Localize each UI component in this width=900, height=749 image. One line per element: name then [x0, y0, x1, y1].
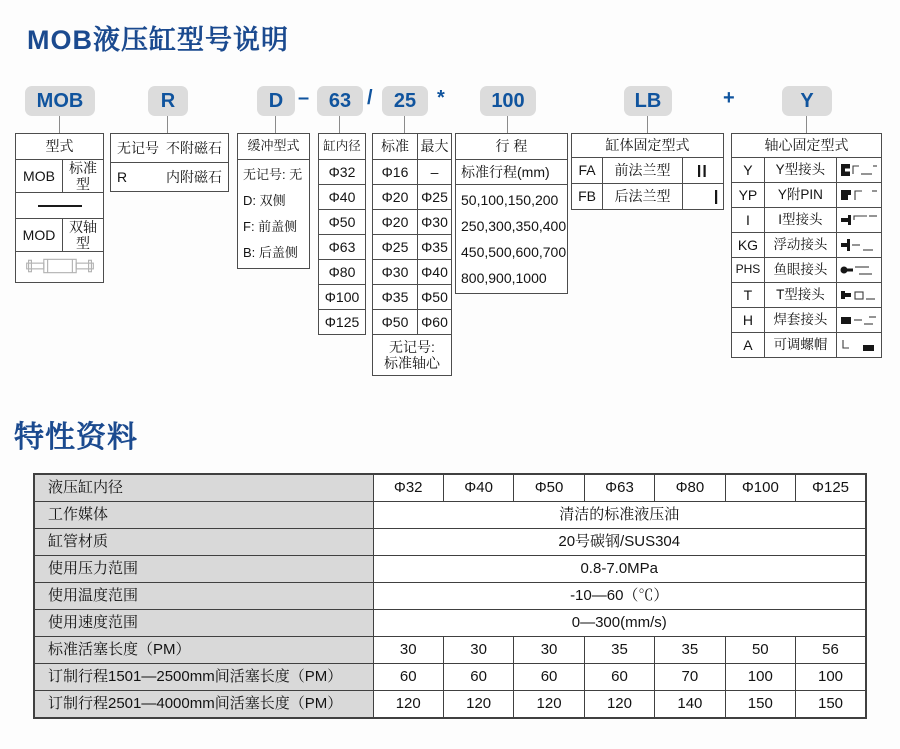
code-box-63: 63	[317, 86, 363, 116]
rod-mount-code: H	[732, 308, 765, 333]
feature-value: 60	[514, 664, 584, 691]
rod-std: Φ50	[373, 310, 418, 335]
stroke-line: 50,100,150,200	[461, 192, 559, 208]
rod-header-max: 最大	[418, 134, 452, 160]
feature-label: 使用压力范围	[34, 556, 373, 583]
bore-value: Φ40	[319, 185, 366, 210]
type-label-standard: 标准型	[63, 160, 104, 193]
rod-mount-code: T	[732, 283, 765, 308]
rod-std: Φ35	[373, 285, 418, 310]
feature-span-value: -10—60（℃）	[373, 583, 866, 610]
bore-table-header: 缸内径	[319, 134, 366, 160]
feature-label: 液压缸内径	[34, 474, 373, 502]
feature-label: 使用温度范围	[34, 583, 373, 610]
rod-mount-label: T型接头	[764, 283, 836, 308]
feature-label: 标准活塞长度（PM）	[34, 637, 373, 664]
feature-value: 150	[725, 691, 795, 719]
rod-mount-code: YP	[732, 183, 765, 208]
table-row	[34, 691, 866, 719]
rod-max: –	[418, 160, 452, 185]
rod-mount-icon-cell	[837, 333, 882, 358]
rod-std: Φ30	[373, 260, 418, 285]
feature-value: Φ100	[725, 474, 795, 502]
rod-mount-label: 可调螺帽	[764, 333, 836, 358]
magnet-row-none	[111, 134, 229, 163]
table-row	[34, 583, 866, 610]
feature-value: 60	[584, 664, 654, 691]
double-rod-cylinder-icon	[20, 253, 100, 279]
cushion-table-header: 缓冲型式	[238, 134, 310, 160]
feature-value: 30	[514, 637, 584, 664]
table-row	[34, 502, 866, 529]
feature-value: 30	[443, 637, 513, 664]
rod-max: Φ50	[418, 285, 452, 310]
rod-header-standard: 标准	[373, 134, 418, 160]
i-rod-end-icon	[839, 212, 879, 228]
rod-mount-icon-cell	[837, 233, 882, 258]
stroke-line: 250,300,350,400	[461, 218, 567, 234]
feature-label: 工作媒体	[34, 502, 373, 529]
feature-value: Φ50	[514, 474, 584, 502]
rod-mount-label: 鱼眼接头	[764, 258, 836, 283]
rod-footer-line1: 无记号:	[389, 338, 435, 355]
rear-flange-icon	[685, 189, 721, 205]
feature-span-value: 清洁的标准液压油	[373, 502, 866, 529]
table-row	[34, 529, 866, 556]
rod-mount-code: PHS	[732, 258, 765, 283]
cushion-option-none: 无记号: 无	[243, 167, 303, 182]
rod-footer-line2: 标准轴心	[384, 355, 440, 371]
rod-max: Φ60	[418, 310, 452, 335]
type-label-double: 双轴型	[63, 219, 104, 252]
body-mount-table	[571, 133, 724, 210]
rod-mount-icon-cell	[837, 208, 882, 233]
stroke-table-header: 行 程	[456, 134, 568, 160]
rod-max: Φ30	[418, 210, 452, 235]
weld-sleeve-icon	[839, 312, 879, 328]
code-box-lb: LB	[624, 86, 672, 116]
rod-mount-table	[731, 133, 882, 358]
cushion-option-b: B: 后盖侧	[243, 245, 298, 260]
cushion-options	[238, 160, 310, 269]
table-row	[34, 637, 866, 664]
feature-span-value: 0.8-7.0MPa	[373, 556, 866, 583]
feature-value: Φ32	[373, 474, 443, 502]
code-box-r: R	[148, 86, 188, 116]
body-mount-code: FA	[572, 158, 603, 184]
stroke-values	[456, 185, 568, 294]
y-with-pin-icon	[839, 187, 879, 203]
magnet-label-r: 内附磁石	[166, 168, 222, 185]
stroke-line: 800,900,1000	[461, 270, 547, 286]
t-joint-icon	[839, 287, 879, 303]
rod-std: Φ16	[373, 160, 418, 185]
feature-value: Φ125	[796, 474, 866, 502]
feature-value: 100	[725, 664, 795, 691]
model-section-title: MOB液压缸型号说明	[27, 25, 289, 55]
rod-mount-icon-cell	[837, 308, 882, 333]
adjustable-nut-icon	[839, 337, 879, 353]
features-table	[33, 473, 867, 719]
rod-mount-code: Y	[732, 158, 765, 183]
cushion-option-f: F: 前盖侧	[243, 219, 298, 234]
rod-mount-code: KG	[732, 233, 765, 258]
code-box-mob: MOB	[25, 86, 95, 116]
magnet-row-r	[111, 163, 229, 192]
connector-line-r	[167, 116, 168, 133]
rod-mount-label: Y附PIN	[764, 183, 836, 208]
bore-value: Φ50	[319, 210, 366, 235]
feature-value: 120	[373, 691, 443, 719]
y-clevis-icon	[839, 162, 879, 178]
code-separator-dash: –	[298, 87, 310, 109]
feature-value: Φ80	[655, 474, 725, 502]
bore-value: Φ125	[319, 310, 366, 335]
feature-value: 56	[796, 637, 866, 664]
code-box-d: D	[257, 86, 295, 116]
feature-value: 60	[443, 664, 513, 691]
feature-label: 使用速度范围	[34, 610, 373, 637]
magnet-code-r: R	[117, 168, 128, 185]
feature-value: 120	[514, 691, 584, 719]
type-drawing-double	[16, 252, 104, 283]
rod-mount-icon-cell	[837, 258, 882, 283]
cushion-option-d: D: 双侧	[243, 193, 286, 208]
connector-line-25	[404, 116, 405, 133]
features-section-title: 特性资料	[14, 421, 138, 454]
rod-mount-code: A	[732, 333, 765, 358]
feature-value: 50	[725, 637, 795, 664]
code-box-100: 100	[480, 86, 536, 116]
table-row	[34, 610, 866, 637]
body-mount-header: 缸体固定型式	[572, 134, 724, 158]
bore-value: Φ80	[319, 260, 366, 285]
rod-mount-icon-cell	[837, 183, 882, 208]
code-box-y: Y	[782, 86, 832, 116]
floating-joint-icon	[839, 237, 879, 253]
connector-line-d	[275, 116, 276, 133]
bore-table	[318, 133, 366, 335]
rod-table	[372, 133, 452, 376]
rod-std: Φ20	[373, 210, 418, 235]
feature-value: Φ63	[584, 474, 654, 502]
connector-line-mob	[59, 116, 60, 133]
rod-mount-icon-cell	[837, 158, 882, 183]
type-table-header: 型式	[16, 134, 104, 160]
body-mount-label: 前法兰型	[603, 158, 683, 184]
table-row	[34, 474, 866, 502]
feature-value: Φ40	[443, 474, 513, 502]
feature-value: 150	[796, 691, 866, 719]
table-row	[34, 556, 866, 583]
type-table	[15, 133, 104, 283]
feature-label: 缸管材质	[34, 529, 373, 556]
rod-mount-code: I	[732, 208, 765, 233]
connector-line-y	[806, 116, 807, 133]
magnet-code-none: 无记号	[117, 139, 159, 156]
type-code-mob: MOB	[16, 160, 63, 193]
bore-value: Φ32	[319, 160, 366, 185]
magnet-label-none: 不附磁石	[166, 139, 222, 156]
connector-line-100	[507, 116, 508, 133]
type-code-mod: MOD	[16, 219, 63, 252]
stroke-table	[455, 133, 568, 294]
body-mount-icon-cell	[683, 184, 724, 210]
table-row	[34, 664, 866, 691]
feature-value: 70	[655, 664, 725, 691]
rod-std: Φ25	[373, 235, 418, 260]
rod-std: Φ20	[373, 185, 418, 210]
type-drawing-standard	[16, 193, 104, 219]
feature-value: 140	[655, 691, 725, 719]
code-separator-star: *	[437, 87, 445, 109]
feature-value: 100	[796, 664, 866, 691]
rod-max: Φ40	[418, 260, 452, 285]
rod-mount-label: 浮动接头	[764, 233, 836, 258]
body-mount-label: 后法兰型	[603, 184, 683, 210]
standard-cylinder-icon	[38, 205, 82, 207]
connector-line-63	[339, 116, 340, 133]
feature-value: 30	[373, 637, 443, 664]
rod-footer	[373, 335, 452, 376]
front-flange-icon	[685, 163, 721, 179]
stroke-subheader: 标准行程(mm)	[456, 160, 568, 185]
magnet-table	[110, 133, 229, 192]
bore-value: Φ63	[319, 235, 366, 260]
code-separator-slash: /	[367, 87, 373, 109]
feature-span-value: 0—300(mm/s)	[373, 610, 866, 637]
body-mount-code: FB	[572, 184, 603, 210]
feature-span-value: 20号碳钢/SUS304	[373, 529, 866, 556]
rod-max: Φ25	[418, 185, 452, 210]
stroke-line: 450,500,600,700	[461, 244, 567, 260]
feature-value: 35	[584, 637, 654, 664]
fish-eye-icon	[839, 262, 879, 278]
body-mount-icon-cell	[683, 158, 724, 184]
cushion-table	[237, 133, 310, 269]
feature-value: 60	[373, 664, 443, 691]
rod-mount-label: 焊套接头	[764, 308, 836, 333]
rod-mount-icon-cell	[837, 283, 882, 308]
rod-mount-header: 轴心固定型式	[732, 134, 882, 158]
feature-label: 订制行程1501—2500mm间活塞长度（PM）	[34, 664, 373, 691]
feature-label: 订制行程2501—4000mm间活塞长度（PM）	[34, 691, 373, 719]
code-box-25: 25	[382, 86, 428, 116]
feature-value: 120	[443, 691, 513, 719]
connector-line-lb	[647, 116, 648, 133]
code-separator-plus: +	[723, 87, 735, 109]
rod-max: Φ35	[418, 235, 452, 260]
rod-mount-label: Y型接头	[764, 158, 836, 183]
feature-value: 35	[655, 637, 725, 664]
bore-value: Φ100	[319, 285, 366, 310]
feature-value: 120	[584, 691, 654, 719]
rod-mount-label: I型接头	[764, 208, 836, 233]
